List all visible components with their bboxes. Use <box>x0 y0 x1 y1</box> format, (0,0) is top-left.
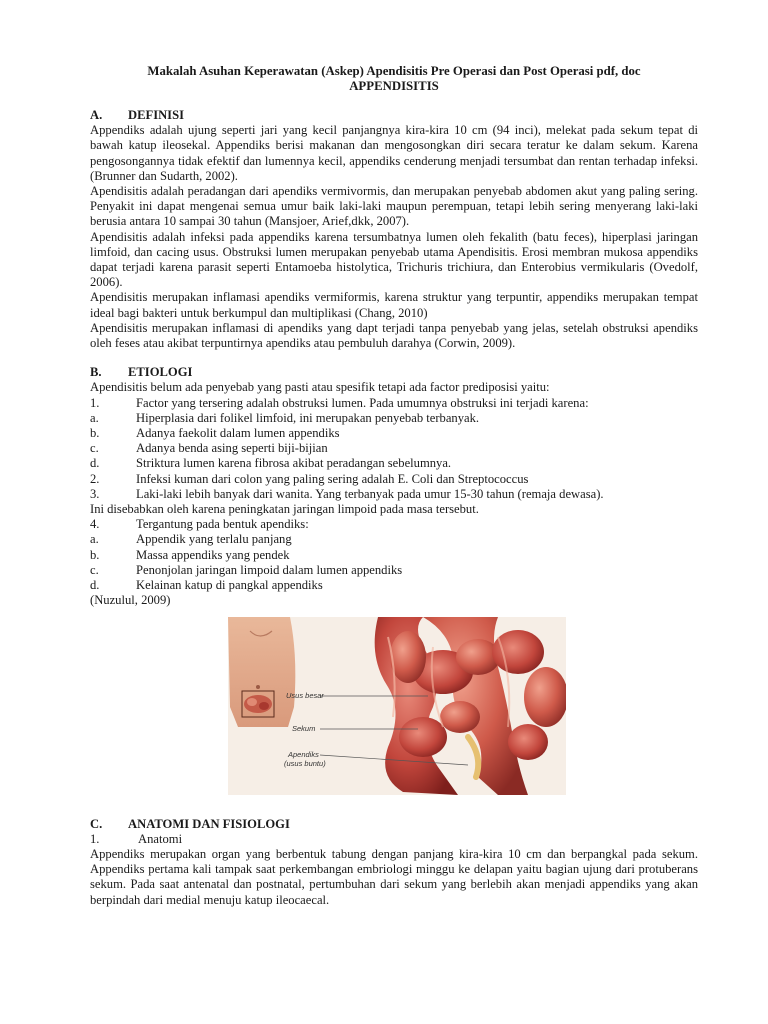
list-marker: b. <box>90 426 100 441</box>
list-marker: b. <box>90 547 100 562</box>
anatomi-paragraph: Appendiks merupakan organ yang berbentuk tabung dengan panjang kira-kira 10 cm dan berpangkal pada sekum. Appendiks pertama kali tampak saat perkembangan embriologi minggu ke delapan yaitu bagian ujung dari protuberans sekum. Pada saat antenatal dan postnatal, pertumbuhan dari sekum yang berlebih akan menjadi appendiks yang akan berpindah dari medial menuju katup ileocaecal. <box>90 846 698 907</box>
label-usus-besar: Usus besar <box>286 690 324 700</box>
etiologi-citation: (Nuzulul, 2009) <box>90 593 171 608</box>
list-item <box>90 578 698 593</box>
list-text: Infeksi kuman dari colon yang paling sering adalah E. Coli dan Streptococcus <box>136 471 529 486</box>
list-text: Tergantung pada bentuk apendiks: <box>136 517 309 532</box>
list-text: Anatomi <box>138 831 183 846</box>
list-marker: c. <box>90 441 99 456</box>
section-a-heading <box>90 108 698 123</box>
section-b-title: ETIOLOGI <box>128 365 193 380</box>
list-marker: 1. <box>90 395 100 410</box>
definisi-paragraph: Appendiks adalah ujung seperti jari yang kecil panjangnya kira-kira 10 cm (94 inci), melekat pada sekum tepat di bawah katup ileosekal. Appendiks berisi makanan dan mengosongkan diri secara teratur ke dalam sekum. Karena pengosongannya tidak efektif dan lumennya kecil, appendiks cenderung menjadi tersumbat dan rentan terhadap infeksi. (Brunner dan Sudarth, 2002). <box>90 123 698 183</box>
list-item <box>90 396 698 411</box>
etiologi-continuation: Ini disebabkan oleh karena peningkatan jaringan limpoid pada masa tersebut. <box>90 502 479 517</box>
list-marker: d. <box>90 578 100 593</box>
list-marker: d. <box>90 456 100 471</box>
list-item <box>90 563 698 578</box>
list-item <box>90 472 698 487</box>
list-text: Hiperplasia dari folikel limfoid, ini merupakan penyebab terbanyak. <box>136 410 480 425</box>
list-marker: a. <box>90 410 99 425</box>
document-page <box>90 64 698 908</box>
list-text: Penonjolan jaringan limpoid dalam lumen appendiks <box>136 562 403 577</box>
section-c-heading <box>90 817 698 832</box>
list-item <box>90 441 698 456</box>
list-marker: 1. <box>90 831 100 846</box>
list-item <box>90 411 698 426</box>
list-item <box>90 532 698 547</box>
list-text: Appendik yang terlalu panjang <box>136 532 292 547</box>
list-item <box>90 517 698 532</box>
section-b-heading <box>90 365 698 380</box>
list-item <box>90 832 698 847</box>
list-item <box>90 426 698 441</box>
list-item <box>90 548 698 563</box>
definisi-paragraph: Apendisitis merupakan inflamasi apendiks vermiformis, karena struktur yang terpuntir, appendiks merupakan tempat ideal bagi bakteri untuk berkumpul dan multiplikasi (Chang, 2010) <box>90 290 698 320</box>
section-a-title: DEFINISI <box>128 108 184 122</box>
definisi-paragraph: Apendisitis adalah peradangan dari apendiks vermivormis, dan merupakan penyebab abdomen akut yang paling sering. Penyakit ini dapat mengenai semua umur baik laki-laki maupun perempuan, tetapi lebih sering menyerang laki-laki berusia antara 10 sampai 30 tahun (Mansjoer, Arief,dkk, 2007). <box>90 184 698 229</box>
etiologi-intro: Apendisitis belum ada penyebab yang pasti atau spesifik tetapi ada factor prediposisi yaitu: <box>90 380 550 395</box>
list-text: Kelainan katup di pangkal appendiks <box>136 578 323 593</box>
anatomy-drawing <box>228 617 566 795</box>
label-apendiks: Apendiks <box>288 749 319 759</box>
list-marker: a. <box>90 532 99 547</box>
torso-thumbnail <box>228 617 295 727</box>
label-sekum: Sekum <box>292 723 316 733</box>
section-c-number: C. <box>90 816 103 831</box>
list-marker: 3. <box>90 486 100 501</box>
section-c-title: ANATOMI DAN FISIOLOGI <box>128 816 290 831</box>
list-item <box>90 456 698 471</box>
list-text: Striktura lumen karena fibrosa akibat peradangan sebelumnya. <box>136 456 452 471</box>
list-text: Adanya faekolit dalam lumen appendiks <box>136 426 340 441</box>
list-marker: c. <box>90 562 99 577</box>
definisi-paragraph: Apendisitis merupakan inflamasi di apendiks yang dapt terjadi tanpa penyebab yang jelas, setelah obstruksi apendiks oleh feses atau akibat terpuntirnya apendiks atau pembuluh darahya (Corwin, 2009). <box>90 320 698 351</box>
document-title: Makalah Asuhan Keperawatan (Askep) Apendisitis Pre Operasi dan Post Operasi pdf, doc <box>147 64 641 78</box>
list-text: Laki-laki lebih banyak dari wanita. Yang terbanyak pada umur 15-30 tahun (remaja dewasa). <box>136 486 604 501</box>
anatomy-illustration <box>228 617 566 795</box>
list-text: Adanya benda asing seperti biji-bijian <box>136 441 328 456</box>
definisi-paragraph: Apendisitis adalah infeksi pada appendiks karena tersumbatnya lumen oleh fekalith (batu feces), hiperplasi jaringan limfoid, dan cacing usus. Obstruksi lumen merupakan penyebab utama Apendisitis. Erosi membran mukosa appendiks dapat terjadi karena parasit seperti Entamoeba histolytica, Trichuris trichiura, dan Enterobius vermikularis (Ovedolf, 2006). <box>90 229 698 290</box>
list-item <box>90 487 698 502</box>
list-marker: 4. <box>90 517 100 532</box>
label-usus-buntu: (usus buntu) <box>284 758 326 768</box>
section-b-number: B. <box>90 365 102 380</box>
list-marker: 2. <box>90 471 100 486</box>
section-a-number: A. <box>90 108 103 122</box>
document-subtitle: APPENDISITIS <box>349 79 439 93</box>
list-text: Massa appendiks yang pendek <box>136 547 290 562</box>
list-text: Factor yang tersering adalah obstruksi lumen. Pada umumnya obstruksi ini terjadi karena: <box>136 395 589 410</box>
